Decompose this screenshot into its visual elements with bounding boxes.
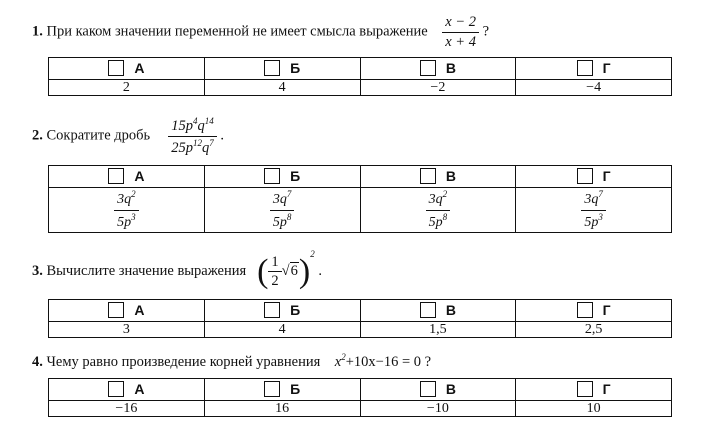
option-a[interactable]: А: [49, 379, 205, 401]
question-number: 4.: [32, 354, 43, 370]
question-number: 1.: [32, 23, 43, 40]
option-b[interactable]: Б: [204, 58, 360, 80]
checkbox[interactable]: [264, 302, 280, 318]
checkbox[interactable]: [420, 302, 436, 318]
question-end: .: [318, 263, 322, 279]
option-b[interactable]: Б: [204, 300, 360, 322]
right-paren: ): [298, 252, 311, 290]
question-end: .: [220, 127, 225, 144]
answer-table-4: [48, 378, 672, 417]
option-b[interactable]: Б: [204, 379, 360, 401]
checkbox[interactable]: [420, 168, 436, 184]
checkbox[interactable]: [577, 168, 593, 184]
option-b-value: 4: [204, 80, 360, 96]
option-g-value: 10: [516, 401, 672, 417]
option-v[interactable]: В: [360, 58, 516, 80]
option-v-value: $\frac{3q^2}{5p^8}$: [360, 188, 516, 233]
checkbox[interactable]: [420, 60, 436, 76]
option-a[interactable]: А: [49, 166, 205, 188]
option-v-value: 1,5: [360, 322, 516, 338]
option-b-value: 4: [204, 322, 360, 338]
question-end: ?: [424, 354, 432, 370]
question-text: Чему равно произведение корней уравнения: [46, 354, 321, 370]
expression-fraction: $\frac{1}{2}$: [268, 254, 281, 290]
question-end: ?: [482, 23, 490, 40]
question-2: [32, 116, 224, 156]
answer-table-3: [48, 299, 672, 338]
option-g[interactable]: Г: [516, 166, 672, 188]
sqrt-sign: √: [281, 263, 290, 279]
option-a[interactable]: А: [49, 58, 205, 80]
option-a-value: 3: [49, 322, 205, 338]
question-number: 3.: [32, 263, 43, 279]
option-v[interactable]: В: [360, 379, 516, 401]
checkbox[interactable]: [108, 381, 124, 397]
answer-table-2: [48, 165, 672, 233]
question-text: Вычислите значение выражения: [46, 263, 247, 279]
checkbox[interactable]: [108, 168, 124, 184]
option-b-value: $\frac{3q^7}{5p^8}$: [204, 188, 360, 233]
option-b-value: 16: [204, 401, 360, 417]
option-a-value: $\frac{3q^2}{5p^3}$: [49, 188, 205, 233]
question-3: 3. Вычислите значение выражения ( $\frac{1}{2}$ √6)$^2$ .: [32, 249, 322, 290]
option-g-value: $\frac{3q^7}{5p^3}$: [516, 188, 672, 233]
option-g[interactable]: Г: [516, 58, 672, 80]
checkbox[interactable]: [108, 60, 124, 76]
checkbox[interactable]: [264, 168, 280, 184]
answer-table-1: [48, 57, 672, 96]
option-g[interactable]: Г: [516, 300, 672, 322]
equation: $x^2+10x-16 = 0$: [334, 352, 422, 370]
option-v-value: −2: [360, 80, 516, 96]
question-4: [32, 352, 431, 371]
option-a-value: 2: [49, 80, 205, 96]
left-paren: (: [257, 252, 269, 290]
option-g[interactable]: Г: [516, 379, 672, 401]
option-v[interactable]: В: [360, 300, 516, 322]
checkbox[interactable]: [264, 381, 280, 397]
option-a-value: −16: [49, 401, 205, 417]
option-b[interactable]: Б: [204, 166, 360, 188]
checkbox[interactable]: [577, 60, 593, 76]
option-v-value: −10: [360, 401, 516, 417]
checkbox[interactable]: [420, 381, 436, 397]
question-text: При каком значении переменной не имеет смысла выражение: [46, 23, 428, 40]
checkbox[interactable]: [577, 302, 593, 318]
question-number: 2.: [32, 127, 43, 144]
checkbox[interactable]: [264, 60, 280, 76]
question-text: Сократите дробь: [46, 127, 151, 144]
option-a[interactable]: А: [49, 300, 205, 322]
expression-fraction: $\frac{15p^4q^{14}}{25p^{12}q^7}$: [168, 116, 217, 156]
option-g-value: 2,5: [516, 322, 672, 338]
option-g-value: −4: [516, 80, 672, 96]
checkbox[interactable]: [577, 381, 593, 397]
expression-fraction: $\frac{x - 2}{x + 4}$: [442, 14, 479, 50]
option-v[interactable]: В: [360, 166, 516, 188]
checkbox[interactable]: [108, 302, 124, 318]
question-1: [32, 14, 489, 50]
